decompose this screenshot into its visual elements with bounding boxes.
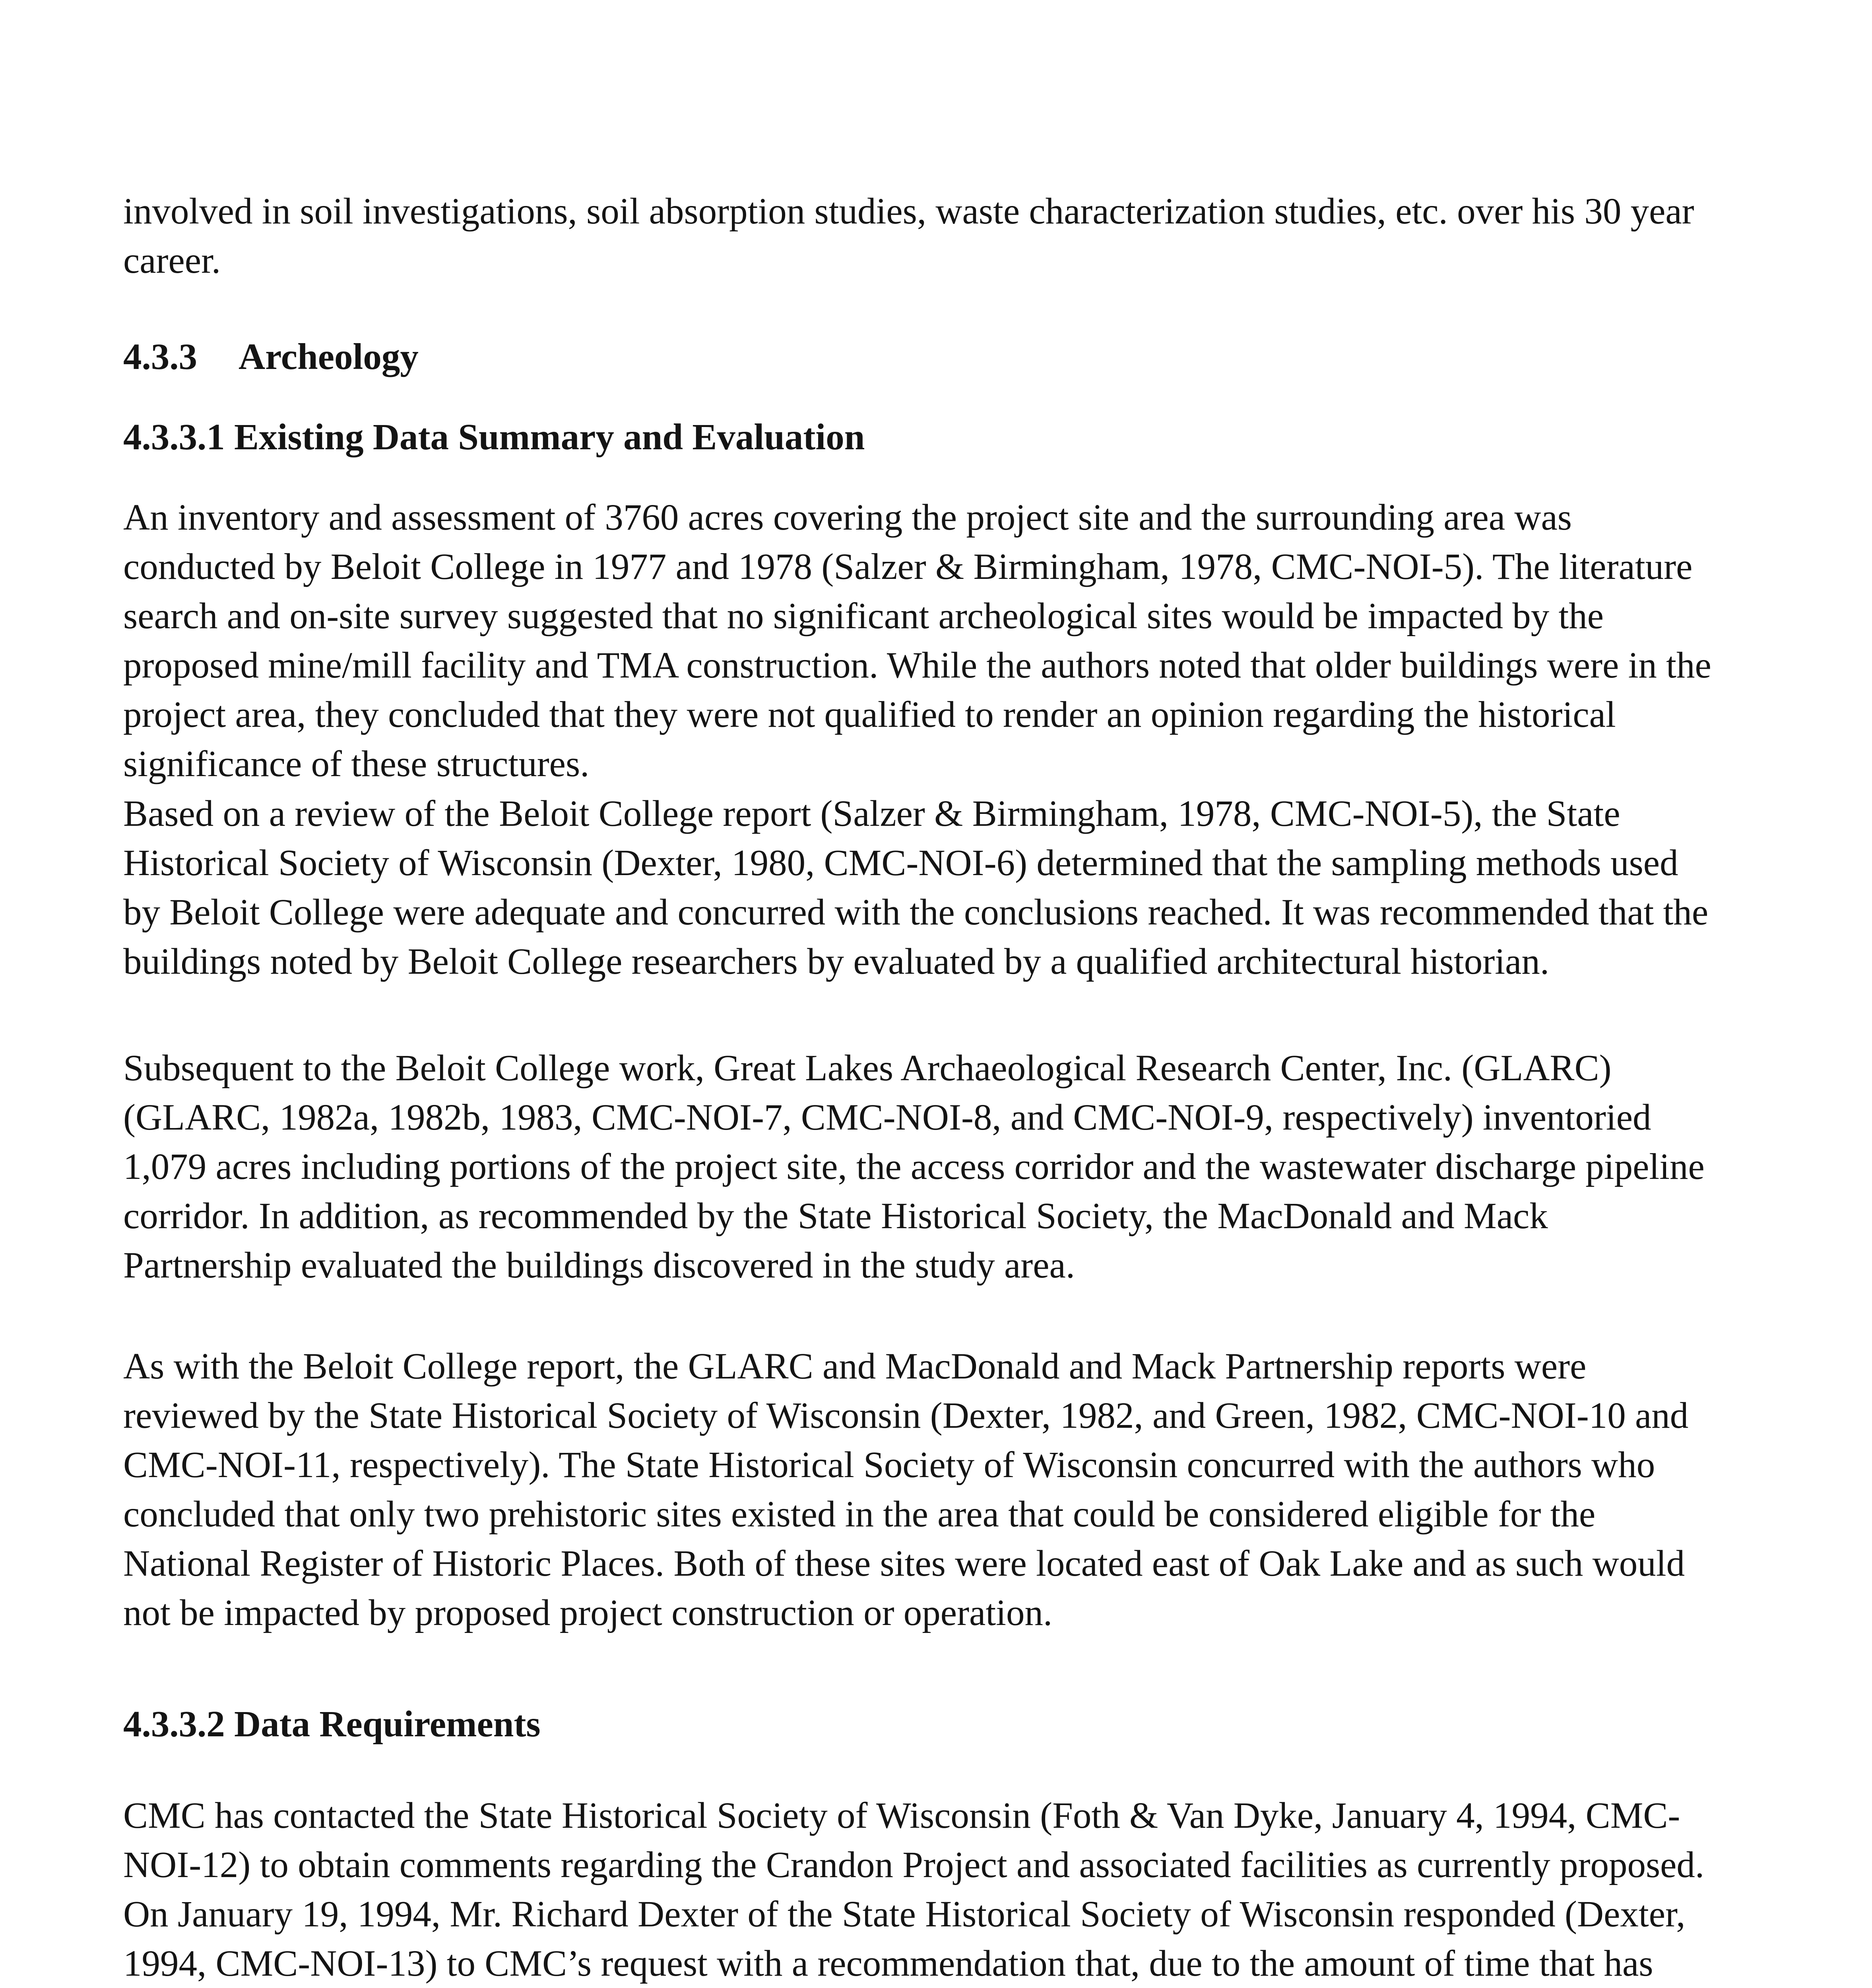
subsection-title: Data Requirements: [234, 1704, 541, 1745]
existing-data-paragraph-3: Subsequent to the Beloit College work, Great Lakes Archaeological Research Center, Inc. (GLARC) (GLARC, 1982a, 1982b, 1983, CMC-NOI-7, CMC-NOI-8, and CMC-NOI-9, respectively) inventoried 1,079 acres including portions of the project site, the access corridor and the wastewater discharge pipeline corridor. In addition, as recommended by the State Historical Society, the MacDonald and Mack Partnership evaluated the buildings discovered in the study area.: [123, 1048, 1705, 1286]
section-heading-archeology: [123, 332, 1713, 382]
subsection-title: Existing Data Summary and Evaluation: [234, 417, 865, 458]
subsection-number: 4.3.3.1: [123, 417, 225, 458]
existing-data-paragraph-1: An inventory and assessment of 3760 acres covering the project site and the surrounding area was conducted by Beloit College in 1977 and 1978 (Salzer & Birmingham, 1978, CMC-NOI-5). The literature search and on-site survey suggested that no significant archeological sites would be impacted by the proposed mine/mill facility and TMA construction. While the authors noted that older buildings were in the project area, they concluded that they were not qualified to render an opinion regarding the historical significance of these structures.: [123, 497, 1711, 784]
section-title: Archeology: [239, 336, 419, 377]
subsection-heading-existing-data: [123, 413, 1713, 462]
subsection-number: 4.3.3.2: [123, 1704, 225, 1745]
subsection-heading-data-requirements: [123, 1700, 1713, 1749]
intro-continuation-paragraph: involved in soil investigations, soil absorption studies, waste characterization studies, etc. over his 30 year career.: [123, 191, 1694, 281]
existing-data-paragraph-4: As with the Beloit College report, the GLARC and MacDonald and Mack Partnership reports were reviewed by the State Historical Society of Wisconsin (Dexter, 1982, and Green, 1982, CMC-NOI-10 and CMC-NOI-11, respectively). The State Historical Society of Wisconsin concurred with the authors who concluded that only two prehistoric sites existed in the area that could be considered eligible for the National Register of Historic Places. Both of these sites were located east of Oak Lake and as such would not be impacted by proposed project construction or operation.: [123, 1346, 1689, 1633]
section-number: 4.3.3: [123, 336, 197, 377]
data-requirements-paragraph: CMC has contacted the State Historical Society of Wisconsin (Foth & Van Dyke, January 4, 1994, CMC-NOI-12) to obtain comments regarding the Crandon Project and associated facilities as currently proposed. On January 19, 1994, Mr. Richard Dexter of the State Historical Society of Wisconsin responded (Dexter, 1994, CMC-NOI-13) to CMC’s request with a recommendation that, due to the amount of time that has: [123, 1795, 1705, 1984]
existing-data-paragraph-2: Based on a review of the Beloit College report (Salzer & Birmingham, 1978, CMC-NOI-5), the State Historical Society of Wisconsin (Dexter, 1980, CMC-NOI-6) determined that the sampling methods used by Beloit College were adequate and concurred with the conclusions reached. It was recommended that the buildings noted by Beloit College researchers by evaluated by a qualified architectural historian.: [123, 793, 1709, 982]
